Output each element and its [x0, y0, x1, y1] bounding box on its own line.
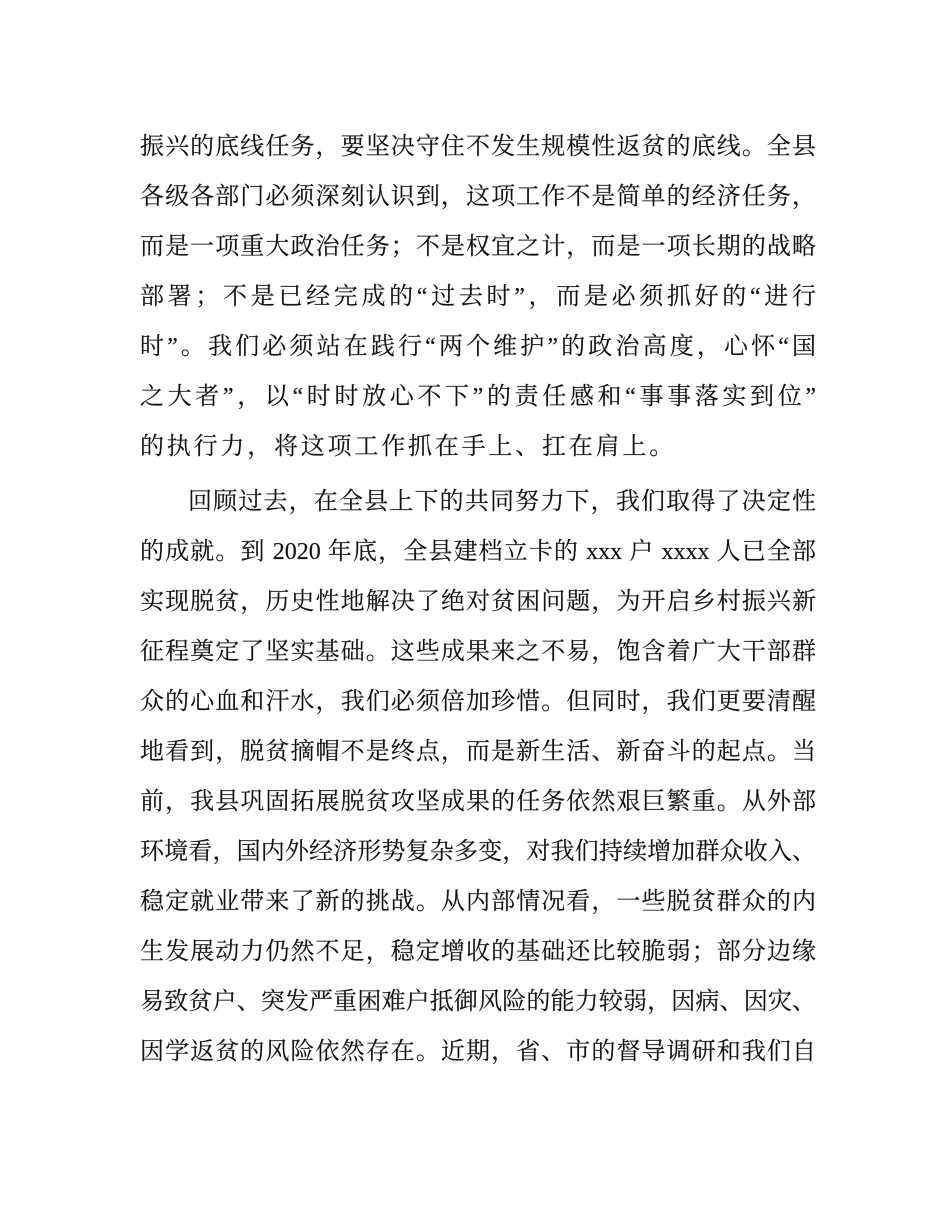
text-line: 之大者”，以“时时放心不下”的责任感和“事事落实到位” [140, 384, 816, 410]
text-line: 的成就。到 2020 年底，全县建档立卡的 xxx 户 xxxx 人已全部 [140, 539, 816, 565]
text-line: 的执行力，将这项工作抓在手上、扛在肩上。 [140, 434, 676, 460]
text-line: 稳定就业带来了新的挑战。从内部情况看，一些脱贫群众的内 [140, 889, 816, 915]
text-line: 生发展动力仍然不足，稳定增收的基础还比较脆弱；部分边缘 [140, 939, 816, 965]
paragraph [140, 122, 816, 472]
text-line: 众的心血和汗水，我们必须倍加珍惜。但同时，我们更要清醒 [140, 689, 816, 715]
text-line: 易致贫户、突发严重困难户抵御风险的能力较弱，因病、因灾、 [140, 989, 816, 1015]
text-line: 各级各部门必须深刻认识到，这项工作不是简单的经济任务， [140, 184, 816, 210]
text-line: 部署；不是已经完成的“过去时”，而是必须抓好的“进行 [140, 284, 816, 310]
text-line: 实现脱贫，历史性地解决了绝对贫困问题，为开启乡村振兴新 [140, 589, 816, 615]
text-line: 环境看，国内外经济形势复杂多变，对我们持续增加群众收入、 [140, 839, 816, 865]
text-line: 前，我县巩固拓展脱贫攻坚成果的任务依然艰巨繁重。从外部 [140, 789, 816, 815]
document-body [140, 122, 816, 1077]
paragraph [140, 477, 816, 1077]
text-line: 回顾过去，在全县上下的共同努力下，我们取得了决定性 [188, 489, 816, 515]
text-line: 地看到，脱贫摘帽不是终点，而是新生活、新奋斗的起点。当 [140, 739, 816, 765]
text-line: 时”。我们必须站在践行“两个维护”的政治高度，心怀“国 [140, 334, 816, 360]
text-line: 征程奠定了坚实基础。这些成果来之不易，饱含着广大干部群 [140, 639, 816, 665]
text-line: 振兴的底线任务，要坚决守住不发生规模性返贫的底线。全县 [140, 134, 816, 160]
text-line: 而是一项重大政治任务；不是权宜之计，而是一项长期的战略 [140, 234, 816, 260]
text-line: 因学返贫的风险依然存在。近期，省、市的督导调研和我们自 [140, 1039, 816, 1065]
